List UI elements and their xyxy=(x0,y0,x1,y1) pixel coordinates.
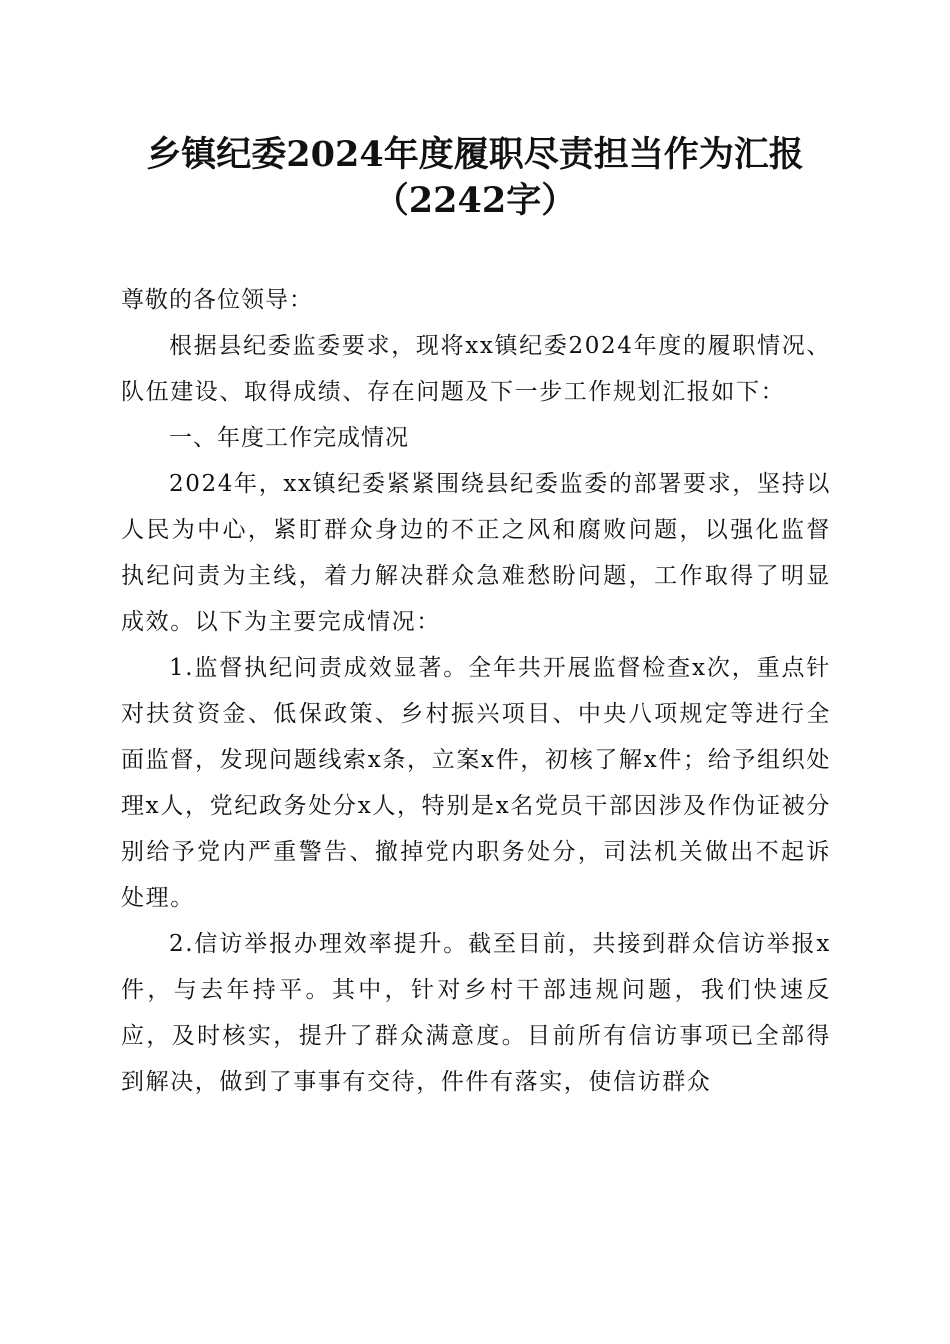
item-paragraph-2: 2.信访举报办理效率提升。截至目前，共接到群众信访举报x件，与去年持平。其中，针对乡村干部违规问题，我们快速反应，及时核实，提升了群众满意度。目前所有信访事项已全部得到解决，做到了事事有交待，件件有落实，使信访群众 xyxy=(121,931,831,1095)
section-intro-paragraph: 2024年，xx镇纪委紧紧围绕县纪委监委的部署要求，坚持以人民为中心，紧盯群众身边的不正之风和腐败问题，以强化监督执纪问责为主线，着力解决群众急难愁盼问题，工作取得了明显成效。以下为主要完成情况： xyxy=(121,471,831,635)
item-paragraph-1: 1.监督执纪问责成效显著。全年共开展监督检查x次，重点针对扶贫资金、低保政策、乡村振兴项目、中央八项规定等进行全面监督，发现问题线索x条，立案x件，初核了解x件；给予组织处理x人，党纪政务处分x人，特别是x名党员干部因涉及作伪证被分别给予党内严重警告、撤掉党内职务处分，司法机关做出不起诉处理。 xyxy=(121,655,831,911)
salutation: 尊敬的各位领导： xyxy=(121,287,313,313)
document-title xyxy=(100,132,850,224)
section-heading: 一、年度工作完成情况 xyxy=(169,425,409,451)
title-line-main: 乡镇纪委2024年度履职尽责担当作为汇报 xyxy=(146,134,804,175)
intro-paragraph: 根据县纪委监委要求，现将xx镇纪委2024年度的履职情况、队伍建设、取得成绩、存在问题及下一步工作规划汇报如下： xyxy=(121,333,831,405)
document-body xyxy=(121,277,831,1105)
title-line-wordcount: （2242字） xyxy=(373,180,577,221)
